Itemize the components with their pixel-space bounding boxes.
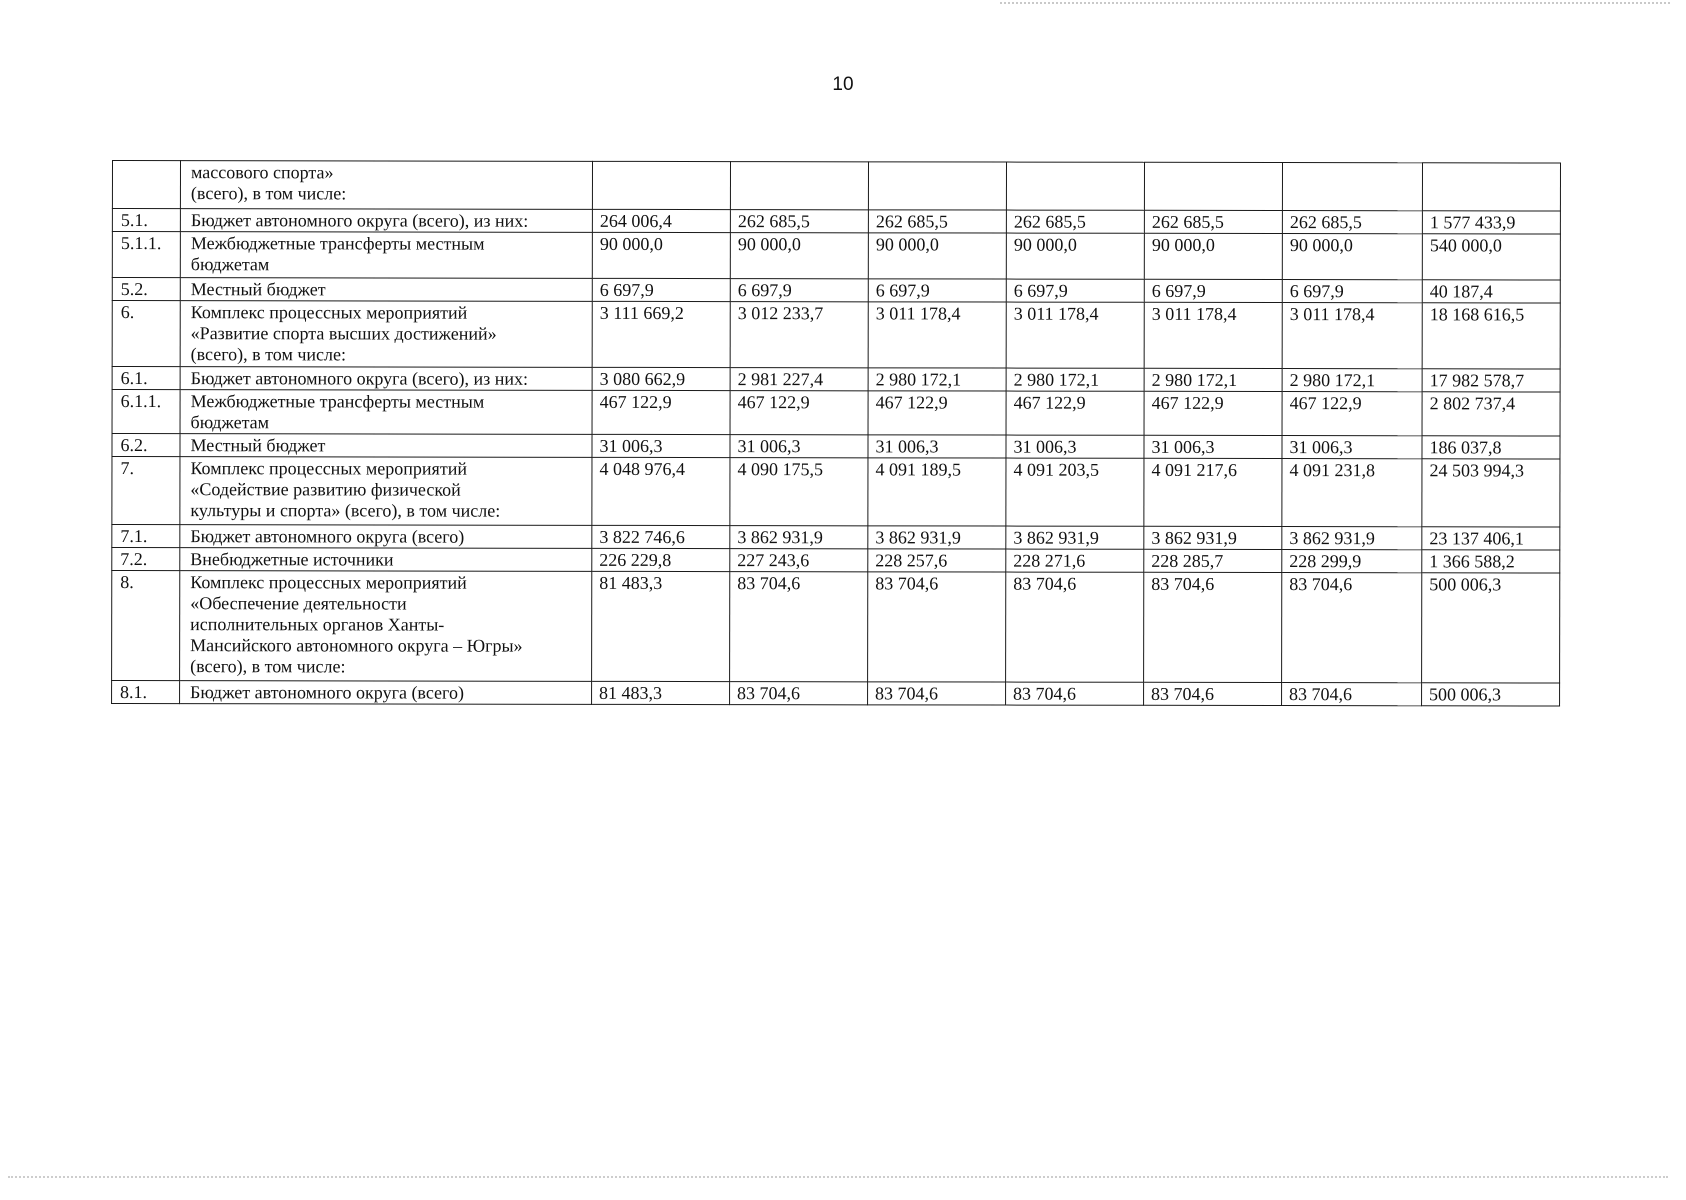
value-cell-col-1: 264 006,4 bbox=[592, 209, 730, 232]
scan-edge-noise-bottom bbox=[8, 1176, 1668, 1178]
row-name-line: (всего), в том числе: bbox=[190, 344, 347, 365]
value-cell-col-4 bbox=[1006, 162, 1144, 210]
value-cell-col-2: 83 704,6 bbox=[730, 682, 868, 705]
value-cell-col-7: 540 000,0 bbox=[1422, 234, 1560, 280]
value-cell-col-1: 81 483,3 bbox=[592, 571, 730, 681]
value-cell-col-4: 467 122,9 bbox=[1006, 391, 1144, 435]
value-cell-col-2: 227 243,6 bbox=[730, 549, 868, 572]
row-name-line: бюджетам bbox=[190, 412, 270, 433]
value-cell-col-2: 467 122,9 bbox=[730, 391, 868, 435]
row-name-cell bbox=[180, 367, 592, 391]
row-name-line: Местный бюджет bbox=[190, 279, 326, 300]
table-row bbox=[112, 278, 1560, 304]
row-name-cell bbox=[180, 548, 592, 572]
value-cell-col-3: 83 704,6 bbox=[868, 572, 1006, 682]
value-cell-col-5: 6 697,9 bbox=[1144, 279, 1282, 302]
value-cell-col-4: 228 271,6 bbox=[1006, 549, 1144, 572]
value-cell-col-2: 262 685,5 bbox=[730, 210, 868, 233]
value-cell-col-6: 83 704,6 bbox=[1282, 683, 1422, 706]
value-cell-col-3: 90 000,0 bbox=[868, 233, 1006, 279]
row-name-line: Комплекс процессных мероприятий bbox=[190, 458, 467, 479]
value-cell-col-1: 31 006,3 bbox=[592, 434, 730, 457]
value-cell-col-7: 40 187,4 bbox=[1422, 280, 1560, 303]
row-name-cell bbox=[180, 278, 592, 302]
value-cell-col-7: 186 037,8 bbox=[1422, 436, 1560, 459]
row-name-line: исполнительных органов Ханты- bbox=[190, 614, 445, 635]
value-cell-col-7 bbox=[1422, 163, 1560, 211]
row-number-cell: 6. bbox=[112, 301, 180, 367]
value-cell-col-2: 6 697,9 bbox=[730, 279, 868, 302]
table-row bbox=[112, 209, 1560, 235]
value-cell-col-2: 83 704,6 bbox=[730, 572, 868, 682]
row-name-cell bbox=[180, 390, 592, 435]
value-cell-col-2: 2 981 227,4 bbox=[730, 368, 868, 391]
value-cell-col-7: 500 006,3 bbox=[1422, 573, 1560, 683]
value-cell-col-5: 3 011 178,4 bbox=[1144, 302, 1282, 368]
value-cell-col-4: 262 685,5 bbox=[1006, 210, 1144, 233]
row-name-cell bbox=[180, 161, 592, 210]
row-name-line: бюджетам bbox=[190, 254, 270, 275]
value-cell-col-2 bbox=[730, 162, 868, 210]
row-name-line: «Развитие спорта высших достижений» bbox=[190, 323, 497, 344]
row-name-cell bbox=[180, 571, 592, 682]
row-name-cell bbox=[180, 434, 592, 458]
row-name-cell bbox=[180, 525, 592, 549]
table-row bbox=[112, 301, 1560, 370]
value-cell-col-4: 3 011 178,4 bbox=[1006, 302, 1144, 368]
value-cell-col-3: 6 697,9 bbox=[868, 279, 1006, 302]
row-name-line: Бюджет автономного округа (всего), из них: bbox=[190, 368, 529, 389]
value-cell-col-6: 31 006,3 bbox=[1282, 436, 1422, 459]
value-cell-col-4: 83 704,6 bbox=[1006, 682, 1144, 705]
value-cell-col-1: 3 111 669,2 bbox=[592, 301, 730, 367]
value-cell-col-2: 31 006,3 bbox=[730, 435, 868, 458]
row-number-cell bbox=[112, 161, 180, 209]
row-name-line: Мансийского автономного округа – Югры» bbox=[190, 635, 523, 656]
scan-edge-noise-top bbox=[1000, 2, 1670, 4]
value-cell-col-3: 83 704,6 bbox=[868, 682, 1006, 705]
value-cell-col-2: 3 862 931,9 bbox=[730, 526, 868, 549]
table-row bbox=[112, 525, 1560, 551]
row-number-cell: 5.1.1. bbox=[112, 232, 180, 278]
row-number-cell: 6.2. bbox=[112, 434, 180, 457]
budget-table-body bbox=[112, 161, 1561, 707]
row-name-cell bbox=[180, 457, 592, 526]
table-row bbox=[112, 571, 1560, 684]
value-cell-col-1: 3 080 662,9 bbox=[592, 367, 730, 390]
row-name-line: Межбюджетные трансферты местным bbox=[190, 391, 485, 412]
value-cell-col-3: 4 091 189,5 bbox=[868, 458, 1006, 526]
value-cell-col-7: 24 503 994,3 bbox=[1422, 459, 1560, 527]
value-cell-col-1: 3 822 746,6 bbox=[592, 525, 730, 548]
value-cell-col-1: 4 048 976,4 bbox=[592, 457, 730, 525]
value-cell-col-7: 2 802 737,4 bbox=[1422, 392, 1560, 436]
value-cell-col-4: 4 091 203,5 bbox=[1006, 458, 1144, 526]
value-cell-col-4: 2 980 172,1 bbox=[1006, 368, 1144, 391]
value-cell-col-5: 2 980 172,1 bbox=[1144, 368, 1282, 391]
value-cell-col-6: 2 980 172,1 bbox=[1282, 369, 1422, 392]
row-name-line: «Обеспечение деятельности bbox=[190, 593, 407, 614]
value-cell-col-7: 500 006,3 bbox=[1422, 683, 1560, 706]
row-name-line: Внебюджетные источники bbox=[190, 549, 394, 570]
value-cell-col-1: 90 000,0 bbox=[592, 232, 730, 278]
row-number-cell: 7.1. bbox=[112, 525, 180, 548]
value-cell-col-5: 83 704,6 bbox=[1144, 572, 1282, 682]
value-cell-col-7: 1 577 433,9 bbox=[1422, 211, 1560, 234]
value-cell-col-5: 31 006,3 bbox=[1144, 435, 1282, 458]
value-cell-col-2: 3 012 233,7 bbox=[730, 302, 868, 368]
table-row bbox=[112, 457, 1560, 528]
value-cell-col-4: 90 000,0 bbox=[1006, 233, 1144, 279]
row-number-cell: 7. bbox=[112, 457, 180, 525]
value-cell-col-3: 467 122,9 bbox=[868, 391, 1006, 435]
value-cell-col-5: 262 685,5 bbox=[1144, 210, 1282, 233]
value-cell-col-1: 467 122,9 bbox=[592, 390, 730, 434]
value-cell-col-6: 3 011 178,4 bbox=[1282, 303, 1422, 369]
value-cell-col-1: 81 483,3 bbox=[592, 681, 730, 704]
row-name-cell bbox=[180, 301, 592, 368]
row-name-cell bbox=[180, 209, 592, 233]
value-cell-col-3: 31 006,3 bbox=[868, 435, 1006, 458]
value-cell-col-6: 4 091 231,8 bbox=[1282, 459, 1422, 527]
value-cell-col-5: 3 862 931,9 bbox=[1144, 526, 1282, 549]
row-name-line: Местный бюджет bbox=[190, 435, 326, 456]
row-name-line: «Содействие развитию физической bbox=[190, 479, 461, 500]
value-cell-col-6: 3 862 931,9 bbox=[1282, 527, 1422, 550]
row-number-cell: 5.2. bbox=[112, 278, 180, 301]
row-name-line: культуры и спорта» (всего), в том числе: bbox=[190, 500, 501, 521]
value-cell-col-5: 90 000,0 bbox=[1144, 233, 1282, 279]
value-cell-col-3: 3 862 931,9 bbox=[868, 526, 1006, 549]
row-name-line: Комплекс процессных мероприятий bbox=[190, 302, 468, 323]
value-cell-col-5 bbox=[1144, 162, 1282, 210]
value-cell-col-7: 1 366 588,2 bbox=[1422, 550, 1560, 573]
value-cell-col-4: 31 006,3 bbox=[1006, 435, 1144, 458]
value-cell-col-6: 90 000,0 bbox=[1282, 234, 1422, 280]
value-cell-col-2: 4 090 175,5 bbox=[730, 458, 868, 526]
row-name-line: Бюджет автономного округа (всего) bbox=[190, 526, 465, 547]
value-cell-col-6: 467 122,9 bbox=[1282, 392, 1422, 436]
value-cell-col-6 bbox=[1282, 163, 1422, 211]
value-cell-col-3: 2 980 172,1 bbox=[868, 368, 1006, 391]
row-name-cell bbox=[180, 681, 592, 705]
value-cell-col-3: 228 257,6 bbox=[868, 549, 1006, 572]
value-cell-col-6: 83 704,6 bbox=[1282, 573, 1422, 683]
value-cell-col-6: 228 299,9 bbox=[1282, 550, 1422, 573]
value-cell-col-3 bbox=[868, 162, 1006, 210]
row-number-cell: 6.1.1. bbox=[112, 390, 180, 434]
page-number: 10 bbox=[832, 74, 854, 95]
value-cell-col-6: 6 697,9 bbox=[1282, 280, 1422, 303]
row-name-line: Бюджет автономного округа (всего), из них: bbox=[190, 210, 529, 231]
value-cell-col-7: 17 982 578,7 bbox=[1422, 369, 1560, 392]
value-cell-col-6: 262 685,5 bbox=[1282, 211, 1422, 234]
row-name-cell bbox=[180, 232, 592, 279]
table-row bbox=[112, 161, 1560, 212]
budget-table bbox=[111, 160, 1561, 707]
value-cell-col-1 bbox=[592, 161, 730, 209]
value-cell-col-5: 228 285,7 bbox=[1144, 549, 1282, 572]
value-cell-col-5: 83 704,6 bbox=[1144, 682, 1282, 705]
value-cell-col-1: 6 697,9 bbox=[592, 278, 730, 301]
row-number-cell: 5.1. bbox=[112, 209, 180, 232]
row-name-line: (всего), в том числе: bbox=[190, 656, 346, 677]
row-number-cell: 6.1. bbox=[112, 367, 180, 390]
row-number-cell: 7.2. bbox=[112, 548, 180, 571]
table-row bbox=[112, 367, 1560, 393]
value-cell-col-2: 90 000,0 bbox=[730, 233, 868, 279]
value-cell-col-7: 18 168 616,5 bbox=[1422, 303, 1560, 369]
value-cell-col-3: 262 685,5 bbox=[868, 210, 1006, 233]
table-row bbox=[112, 232, 1560, 281]
table-row bbox=[112, 681, 1560, 707]
row-name-line: массового спорта» bbox=[190, 162, 334, 183]
value-cell-col-7: 23 137 406,1 bbox=[1422, 527, 1560, 550]
value-cell-col-1: 226 229,8 bbox=[592, 548, 730, 571]
row-name-line: Комплекс процессных мероприятий bbox=[190, 572, 467, 593]
row-name-line: (всего), в том числе: bbox=[190, 183, 347, 204]
budget-table-container bbox=[111, 160, 1560, 707]
table-row bbox=[112, 390, 1560, 437]
value-cell-col-4: 6 697,9 bbox=[1006, 279, 1144, 302]
row-name-line: Бюджет автономного округа (всего) bbox=[190, 682, 464, 703]
value-cell-col-4: 83 704,6 bbox=[1006, 572, 1144, 682]
table-row bbox=[112, 434, 1560, 460]
table-row bbox=[112, 548, 1560, 574]
row-name-line: Межбюджетные трансферты местным bbox=[190, 233, 485, 254]
value-cell-col-3: 3 011 178,4 bbox=[868, 302, 1006, 368]
value-cell-col-4: 3 862 931,9 bbox=[1006, 526, 1144, 549]
row-number-cell: 8.1. bbox=[112, 681, 180, 704]
value-cell-col-5: 467 122,9 bbox=[1144, 391, 1282, 435]
value-cell-col-5: 4 091 217,6 bbox=[1144, 458, 1282, 526]
row-number-cell: 8. bbox=[112, 571, 180, 681]
